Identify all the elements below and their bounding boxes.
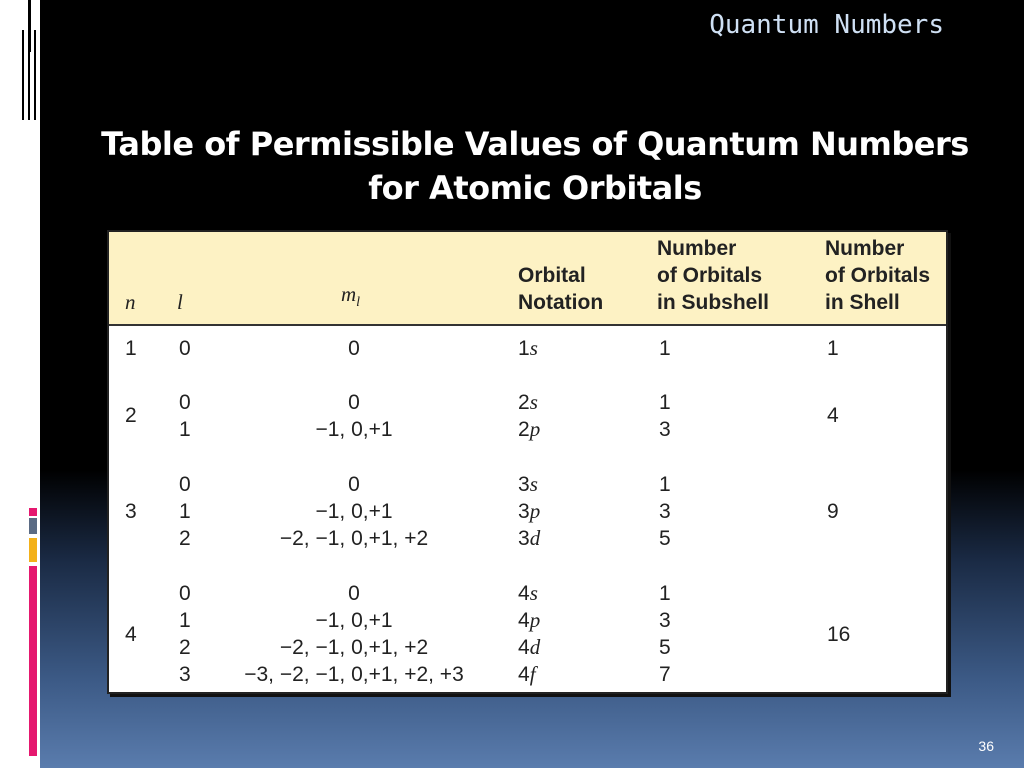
cell-subshell-count: 3 [659, 609, 671, 632]
header-subshell-line-2: of Orbitals [657, 264, 763, 287]
cell-orbital [518, 580, 538, 607]
cell-shell-total: 4 [827, 404, 839, 427]
orb-num: 2 [518, 418, 530, 441]
header-n: n [125, 290, 136, 314]
cell-orbital [518, 498, 540, 525]
cell-orbital [518, 634, 540, 661]
deco-bar-3 [28, 30, 30, 120]
orb-num: 4 [518, 582, 530, 605]
header-orbitals-subshell [657, 235, 769, 316]
orb-num: 4 [518, 663, 530, 686]
cell-ml: −2, −1, 0,+1, +2 [279, 527, 429, 550]
cell-ml: 0 [348, 473, 360, 496]
cell-orbital [518, 661, 536, 688]
slide-title-line-2: for Atomic Orbitals [368, 169, 702, 207]
cell-ml: −2, −1, 0,+1, +2 [279, 636, 429, 659]
cell-n: 2 [125, 404, 137, 427]
orb-letter: s [529, 390, 538, 414]
cell-subshell-count: 1 [659, 582, 671, 605]
orb-num: 1 [518, 337, 530, 360]
header-shell-line-1: Number [825, 237, 905, 260]
orb-letter: d [529, 635, 541, 659]
orb-letter: s [529, 472, 538, 496]
cell-ml: 0 [348, 337, 360, 360]
cell-orbital [518, 335, 538, 362]
orb-letter: s [529, 581, 538, 605]
header-orbital-notation [518, 262, 603, 316]
orb-letter: p [529, 608, 541, 632]
orb-num: 4 [518, 636, 530, 659]
header-ml-subscript: l [356, 295, 361, 310]
header-subshell-line-1: Number [657, 237, 737, 260]
cell-shell-total: 9 [827, 500, 839, 523]
cell-orbital [518, 525, 540, 552]
accent-magenta-top [29, 508, 37, 516]
orb-letter: f [529, 662, 536, 686]
cell-orbital [518, 607, 540, 634]
accent-magenta-long [29, 566, 37, 756]
cell-l: 2 [179, 636, 191, 659]
orb-letter: d [529, 526, 541, 550]
header-orbitals-shell [825, 235, 930, 316]
cell-l: 0 [179, 391, 191, 414]
orb-num: 3 [518, 527, 530, 550]
cell-l: 1 [179, 418, 191, 441]
cell-ml: −3, −2, −1, 0,+1, +2, +3 [244, 663, 464, 686]
cell-subshell-count: 1 [659, 391, 671, 414]
cell-ml: −1, 0,+1 [315, 500, 393, 523]
orb-num: 2 [518, 391, 530, 414]
cell-n: 4 [125, 623, 137, 646]
header-ml [341, 281, 360, 316]
cell-l: 0 [179, 473, 191, 496]
cell-l: 0 [179, 337, 191, 360]
cell-l: 0 [179, 582, 191, 605]
cell-orbital [518, 471, 538, 498]
cell-orbital [518, 416, 540, 443]
orb-letter: s [529, 336, 538, 360]
header-orbital-line-1: Orbital [518, 264, 586, 287]
cell-l: 1 [179, 500, 191, 523]
orb-num: 3 [518, 500, 530, 523]
deco-bar-2 [22, 30, 24, 120]
cell-ml: −1, 0,+1 [315, 609, 393, 632]
orb-letter: p [529, 499, 541, 523]
accent-slate [29, 518, 37, 534]
cell-ml: 0 [348, 582, 360, 605]
cell-l: 3 [179, 663, 191, 686]
cell-subshell-count: 5 [659, 527, 671, 550]
cell-shell-total: 1 [827, 337, 839, 360]
cell-n: 3 [125, 500, 137, 523]
deco-bar-4 [34, 30, 36, 120]
cell-subshell-count: 3 [659, 418, 671, 441]
page-number: 36 [978, 738, 994, 754]
slide-title-line-1: Table of Permissible Values of Quantum Numbers [101, 125, 969, 163]
header-orbital-line-2: Notation [518, 291, 604, 314]
header-l: l [177, 290, 183, 314]
orb-num: 3 [518, 473, 530, 496]
cell-l: 1 [179, 609, 191, 632]
cell-l: 2 [179, 527, 191, 550]
cell-subshell-count: 3 [659, 500, 671, 523]
quantum-numbers-table [107, 230, 948, 694]
table-header [109, 232, 946, 326]
header-title: Quantum Numbers [709, 10, 944, 40]
orb-num: 4 [518, 609, 530, 632]
cell-ml: −1, 0,+1 [315, 418, 393, 441]
cell-ml: 0 [348, 391, 360, 414]
cell-subshell-count: 1 [659, 337, 671, 360]
cell-n: 1 [125, 337, 137, 360]
accent-yellow [29, 538, 37, 562]
cell-shell-total: 16 [827, 623, 851, 646]
header-ml-base: m [341, 281, 357, 306]
cell-orbital [518, 389, 538, 416]
header-subshell-line-3: in Subshell [657, 291, 770, 314]
cell-subshell-count: 1 [659, 473, 671, 496]
cell-subshell-count: 5 [659, 636, 671, 659]
slide-title [60, 122, 1010, 210]
orb-letter: p [529, 417, 541, 441]
header-shell-line-2: of Orbitals [825, 264, 931, 287]
header-shell-line-3: in Shell [825, 291, 900, 314]
cell-subshell-count: 7 [659, 663, 671, 686]
